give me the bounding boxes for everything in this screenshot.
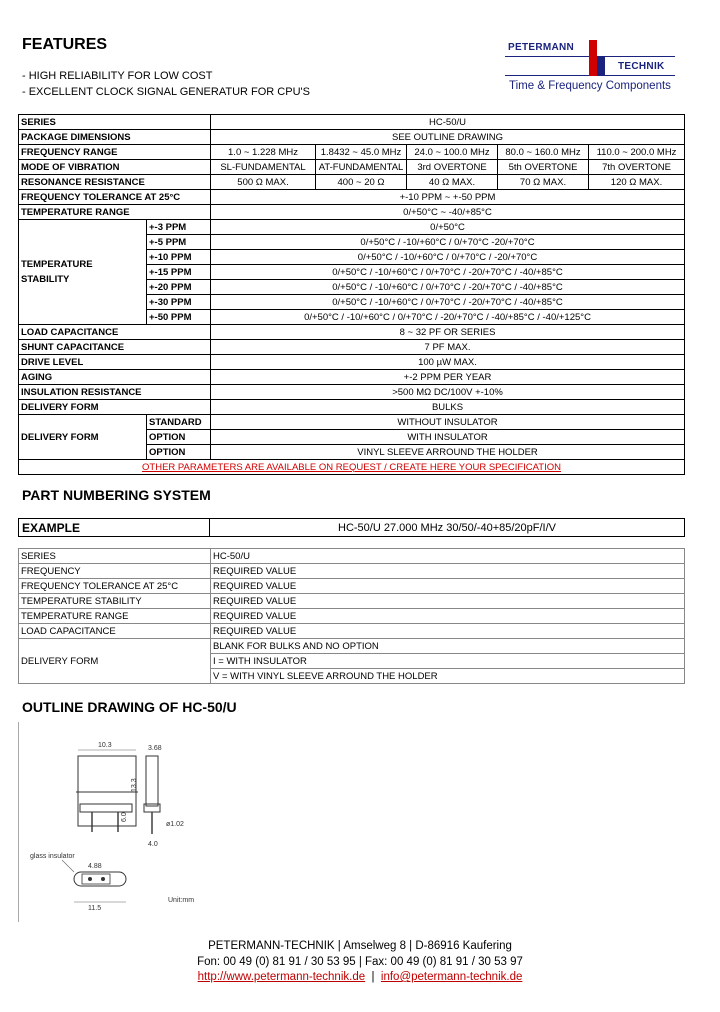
company-logo: [500, 38, 690, 98]
delivery-form-label: DELIVERY FORM: [19, 415, 147, 460]
logo-name-left: PETERMANN: [508, 42, 575, 53]
pn-value: REQUIRED VALUE: [211, 594, 685, 609]
ppm-label: +-20 PPM: [147, 280, 211, 295]
table-row: [19, 609, 685, 624]
ppm-value: 0/+50°C: [211, 220, 685, 235]
row-value: 500 Ω MAX.: [211, 175, 316, 190]
pn-value: REQUIRED VALUE: [211, 624, 685, 639]
dim-label: 6.0: [121, 812, 128, 822]
footer-separator: |: [365, 971, 381, 983]
row-label: SHUNT CAPACITANCE: [19, 340, 211, 355]
feature-bullet: - EXCELLENT CLOCK SIGNAL GENERATUR FOR CPU'S: [22, 86, 310, 98]
outline-drawing: [18, 722, 278, 922]
row-label: RESONANCE RESISTANCE: [19, 175, 211, 190]
ppm-label: +-5 PPM: [147, 235, 211, 250]
table-row: [19, 325, 685, 340]
table-row: [19, 205, 685, 220]
ppm-label: +-3 PPM: [147, 220, 211, 235]
dim-label: 11.5: [88, 905, 102, 912]
table-row: [19, 355, 685, 370]
pn-label: LOAD CAPACITANCE: [19, 624, 211, 639]
ppm-label: +-30 PPM: [147, 295, 211, 310]
row-value: >500 MΩ DC/100V +-10%: [211, 385, 685, 400]
dim-label: 10.3: [98, 742, 112, 749]
row-value: +-10 PPM ~ +-50 PPM: [211, 190, 685, 205]
pn-value: I = WITH INSULATOR: [211, 654, 685, 669]
table-row: [19, 190, 685, 205]
pn-value: REQUIRED VALUE: [211, 579, 685, 594]
pn-value: V = WITH VINYL SLEEVE ARROUND THE HOLDER: [211, 669, 685, 684]
row-value: 3rd OVERTONE: [407, 160, 498, 175]
row-label: TEMPERATURE RANGE: [19, 205, 211, 220]
row-value: 1.8432 ~ 45.0 MHz: [316, 145, 407, 160]
row-label: MODE OF VIBRATION: [19, 160, 211, 175]
pn-label: FREQUENCY TOLERANCE AT 25°C: [19, 579, 211, 594]
row-label: PACKAGE DIMENSIONS: [19, 130, 211, 145]
logo-name-right: TECHNIK: [618, 61, 665, 72]
ppm-value: 0/+50°C / -10/+60°C / 0/+70°C -20/+70°C: [211, 235, 685, 250]
outline-title: OUTLINE DRAWING OF HC-50/U: [22, 699, 237, 715]
row-value: 80.0 ~ 160.0 MHz: [498, 145, 589, 160]
delivery-type: STANDARD: [147, 415, 211, 430]
row-value: 8 ~ 32 PF OR SERIES: [211, 325, 685, 340]
row-value: 7 PF MAX.: [211, 340, 685, 355]
row-value: 110.0 ~ 200.0 MHz: [589, 145, 685, 160]
table-row: [19, 415, 685, 430]
row-value: SEE OUTLINE DRAWING: [211, 130, 685, 145]
insulator-inner: [82, 874, 110, 884]
delivery-value: WITH INSULATOR: [211, 430, 685, 445]
table-row: [19, 549, 685, 564]
crystal-base: [80, 804, 132, 812]
stability-label: [19, 220, 147, 325]
dim-label: 4.88: [88, 863, 102, 870]
pn-label: DELIVERY FORM: [19, 639, 211, 684]
unit-label: Unit:mm: [168, 897, 195, 904]
feature-bullet: - HIGH RELIABILITY FOR LOW COST: [22, 70, 213, 82]
website-link[interactable]: http://www.petermann-technik.de: [197, 971, 366, 983]
table-row: [19, 175, 685, 190]
row-value: 5th OVERTONE: [498, 160, 589, 175]
row-label: SERIES: [19, 115, 211, 130]
dim-label: ø1.02: [166, 821, 184, 828]
pn-label: SERIES: [19, 549, 211, 564]
row-label: INSULATION RESISTANCE: [19, 385, 211, 400]
request-note-link[interactable]: OTHER PARAMETERS ARE AVAILABLE ON REQUEST / CREATE HERE YOUR SPECIFICATION: [19, 460, 685, 475]
ppm-label: +-15 PPM: [147, 265, 211, 280]
table-row: [19, 594, 685, 609]
part-numbering-title: PART NUMBERING SYSTEM: [22, 487, 211, 503]
row-value: 70 Ω MAX.: [498, 175, 589, 190]
delivery-value: VINYL SLEEVE ARROUND THE HOLDER: [211, 445, 685, 460]
row-value: AT-FUNDAMENTAL: [316, 160, 407, 175]
insulator-hole-left: [88, 877, 92, 881]
ppm-value: 0/+50°C / -10/+60°C / 0/+70°C / -20/+70°C / -40/+85°C: [211, 280, 685, 295]
dim-label: 4.0: [148, 841, 158, 848]
row-value: 0/+50°C ~ -40/+85°C: [211, 205, 685, 220]
example-label: EXAMPLE: [19, 519, 210, 537]
table-row: [19, 340, 685, 355]
dim-label: 3.68: [148, 745, 162, 752]
ppm-value: 0/+50°C / -10/+60°C / 0/+70°C / -20/+70°C: [211, 250, 685, 265]
row-value: 24.0 ~ 100.0 MHz: [407, 145, 498, 160]
row-value: 1.0 ~ 1.228 MHz: [211, 145, 316, 160]
row-value: SL-FUNDAMENTAL: [211, 160, 316, 175]
pn-value: BLANK FOR BULKS AND NO OPTION: [211, 639, 685, 654]
ppm-value: 0/+50°C / -10/+60°C / 0/+70°C / -20/+70°C / -40/+85°C: [211, 265, 685, 280]
row-label: DELIVERY FORM: [19, 400, 211, 415]
logo-tagline: Time & Frequency Components: [509, 80, 671, 92]
table-row: [19, 160, 685, 175]
table-row: [19, 519, 685, 537]
footer-address: PETERMANN-TECHNIK | Amselweg 8 | D-86916 Kaufering: [208, 940, 512, 952]
row-value: 120 Ω MAX.: [589, 175, 685, 190]
ppm-label: +-10 PPM: [147, 250, 211, 265]
table-row: [19, 579, 685, 594]
table-row: [19, 115, 685, 130]
glass-insulator-label: glass insulator: [30, 853, 75, 860]
pn-value: HC-50/U: [211, 549, 685, 564]
delivery-type: OPTION: [147, 445, 211, 460]
table-row: [19, 564, 685, 579]
ppm-value: 0/+50°C / -10/+60°C / 0/+70°C / -20/+70°C / -40/+85°C / -40/+125°C: [211, 310, 685, 325]
logo-red-bar: [589, 40, 597, 76]
row-label: FREQUENCY RANGE: [19, 145, 211, 160]
table-row: [19, 385, 685, 400]
row-label: LOAD CAPACITANCE: [19, 325, 211, 340]
table-row: [19, 145, 685, 160]
pn-label: TEMPERATURE STABILITY: [19, 594, 211, 609]
insulator-hole-right: [101, 877, 105, 881]
table-row: [19, 460, 685, 475]
row-value: 7th OVERTONE: [589, 160, 685, 175]
ppm-label: +-50 PPM: [147, 310, 211, 325]
pn-label: FREQUENCY: [19, 564, 211, 579]
logo-blue-bar: [597, 56, 605, 76]
ppm-value: 0/+50°C / -10/+60°C / 0/+70°C / -20/+70°C / -40/+85°C: [211, 295, 685, 310]
footer-phone: Fon: 00 49 (0) 81 91 / 30 53 95 | Fax: 00 49 (0) 81 91 / 30 53 97: [197, 956, 523, 968]
email-link[interactable]: info@petermann-technik.de: [380, 971, 523, 983]
spec-table: [18, 114, 685, 475]
row-label: FREQUENCY TOLERANCE AT 25°C: [19, 190, 211, 205]
row-value: BULKS: [211, 400, 685, 415]
table-row: [19, 220, 685, 235]
example-value: HC-50/U 27.000 MHz 30/50/-40+85/20pF/I/V: [210, 519, 685, 537]
features-title: FEATURES: [22, 36, 108, 53]
delivery-type: OPTION: [147, 430, 211, 445]
row-value: HC-50/U: [211, 115, 685, 130]
example-table: [18, 518, 685, 537]
stability-label-1: TEMPERATURE: [21, 259, 93, 270]
table-row: [19, 370, 685, 385]
row-value: +-2 PPM PER YEAR: [211, 370, 685, 385]
crystal-side-profile: [146, 756, 158, 806]
table-row: [19, 130, 685, 145]
row-label: DRIVE LEVEL: [19, 355, 211, 370]
pn-value: REQUIRED VALUE: [211, 609, 685, 624]
part-number-table: [18, 548, 685, 684]
delivery-value: WITHOUT INSULATOR: [211, 415, 685, 430]
footer-links: [0, 971, 720, 983]
row-value: 100 µW MAX.: [211, 355, 685, 370]
table-row: [19, 624, 685, 639]
dim-label: 13.3: [131, 778, 138, 792]
row-value: 400 ~ 20 Ω: [316, 175, 407, 190]
row-label: AGING: [19, 370, 211, 385]
stability-label-2: STABILITY: [21, 274, 70, 285]
pn-value: REQUIRED VALUE: [211, 564, 685, 579]
leader-line: [62, 860, 74, 872]
pn-label: TEMPERATURE RANGE: [19, 609, 211, 624]
row-value: 40 Ω MAX.: [407, 175, 498, 190]
table-row: [19, 400, 685, 415]
table-row: [19, 639, 685, 654]
